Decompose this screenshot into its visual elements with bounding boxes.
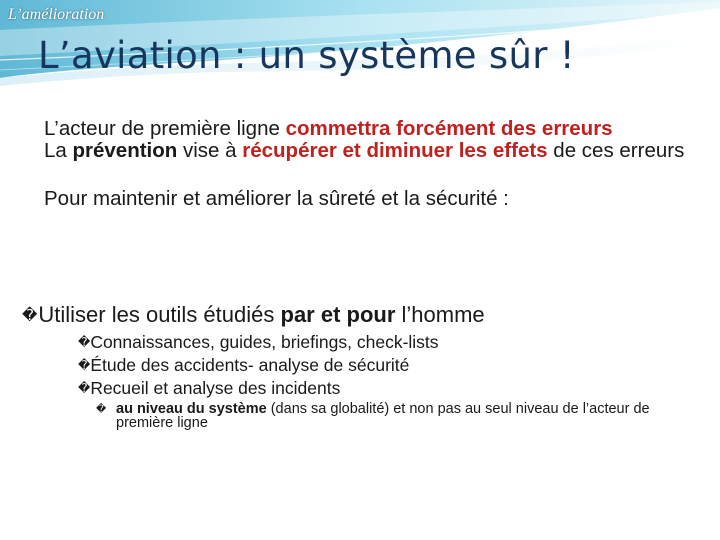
tools-sublist [78,331,439,400]
note-text: (dans sa globalité) et non pas au seul niveau de l’acteur de première ligne [116,401,650,431]
bullet-text: Utiliser les outils étudiés [38,302,281,327]
system-level-note [96,401,676,431]
list-item [78,354,439,377]
bold-text: prévention [72,139,178,162]
bullet-icon: � [78,381,91,395]
bullet-use-tools [22,302,485,328]
paragraph-text: vise à [177,139,243,162]
paragraph-front-line-errors [44,118,694,140]
bold-text: au niveau du système [116,401,267,417]
slide-body [44,118,694,210]
bullet-icon: � [78,335,91,349]
bullet-text: l’homme [395,302,485,327]
emphasis-text: récupérer et diminuer les effets [242,139,548,162]
paragraph-text: L’acteur de première ligne [44,117,286,140]
emphasis-text: commettra forcément des erreurs [285,117,613,140]
bullet-icon: � [78,358,91,372]
list-item [78,377,439,400]
list-item-text: Recueil et analyse des incidents [90,378,341,398]
section-label: L’amélioration [8,6,105,23]
list-item-text: Connaissances, guides, briefings, check-lists [90,332,439,352]
bold-text: par et pour [280,302,396,327]
list-item [78,331,439,354]
paragraph-text: La [44,139,73,162]
paragraph-safety-goal: Pour maintenir et améliorer la sûreté et la sécurité : [44,187,509,210]
paragraph-prevention [44,140,694,162]
bullet-icon: � [22,306,38,324]
spacer [44,162,694,188]
slide-title: L’aviation : un système sûr ! [38,34,575,77]
list-item-text: Étude des accidents- analyse de sécurité [90,355,410,375]
paragraph-text: de ces erreurs [547,139,685,162]
bullet-icon: � [96,404,107,415]
